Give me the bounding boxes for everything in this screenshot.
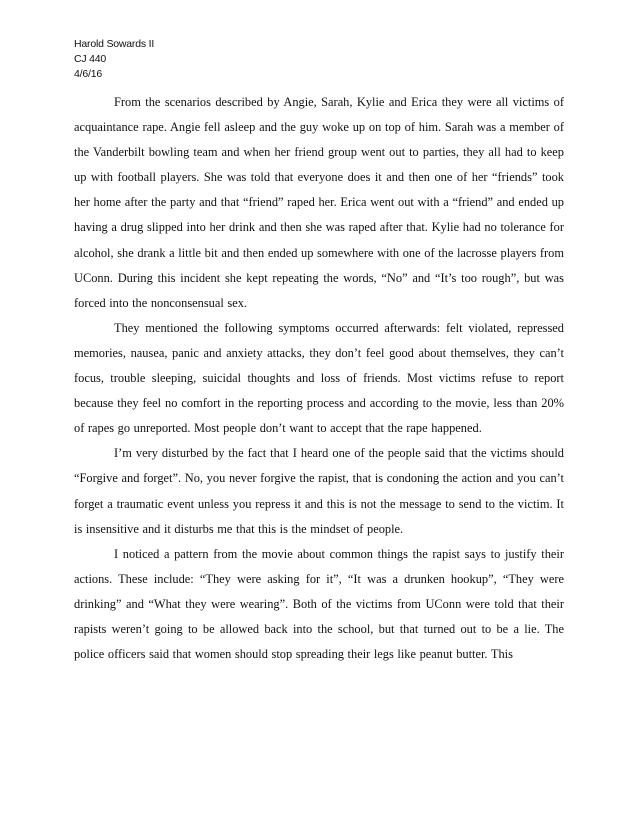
course-code: CJ 440 — [74, 53, 107, 65]
paragraph-4: I noticed a pattern from the movie about common things the rapist says to justify their actions. These include: “They were asking for it”, “It was a drunken hookup”, “They were drinking” and “What they were wearing”. Both of the victims from UConn were told that their rapists weren’t going to be allowed back into the school, but that turned out to be a lie. The police officers said that women should stop spreading their legs like peanut butter. This — [74, 546, 564, 662]
paragraph-1: From the scenarios described by Angie, Sarah, Kylie and Erica they were all victims of acquaintance rape. Angie fell asleep and the guy woke up on top of him. Sarah was a member of the Vanderbilt bowling team and when her friend group went out to parties, they all had to keep up with football players. She was told that everyone does it and then one of her “friends” took her home after the party and that “friend” raped her. Erica went out with a “friend” and ended up having a drug slipped into her drink and then she was raped after that. Kylie had no tolerance for alcohol, she drank a little bit and then ended up somewhere with one of the lacrosse players from UConn. During this incident she kept repeating the words, “No” and “It’s too rough”, but was forced into the nonconsensual sex. — [74, 95, 564, 310]
author-name: Harold Sowards II — [74, 38, 155, 50]
document-body — [74, 90, 564, 667]
document-date: 4/6/16 — [74, 68, 102, 80]
paragraph-2: They mentioned the following symptoms occurred afterwards: felt violated, repressed memories, nausea, panic and anxiety attacks, they don’t feel good about themselves, they can’t focus, trouble sleeping, suicidal thoughts and loss of friends. Most victims refuse to report because they feel no comfort in the reporting process and according to the movie, less than 20% of rapes go unreported. Most people don’t want to accept that the rape happened. — [74, 320, 564, 436]
document-header — [74, 37, 154, 82]
paragraph-3: I’m very disturbed by the fact that I heard one of the people said that the victims should “Forgive and forget”. No, you never forgive the rapist, that is condoning the action and you can’t forget a traumatic event unless you repress it and this is not the message to send to the victim. It is insensitive and it disturbs me that this is the mindset of people. — [74, 446, 564, 536]
